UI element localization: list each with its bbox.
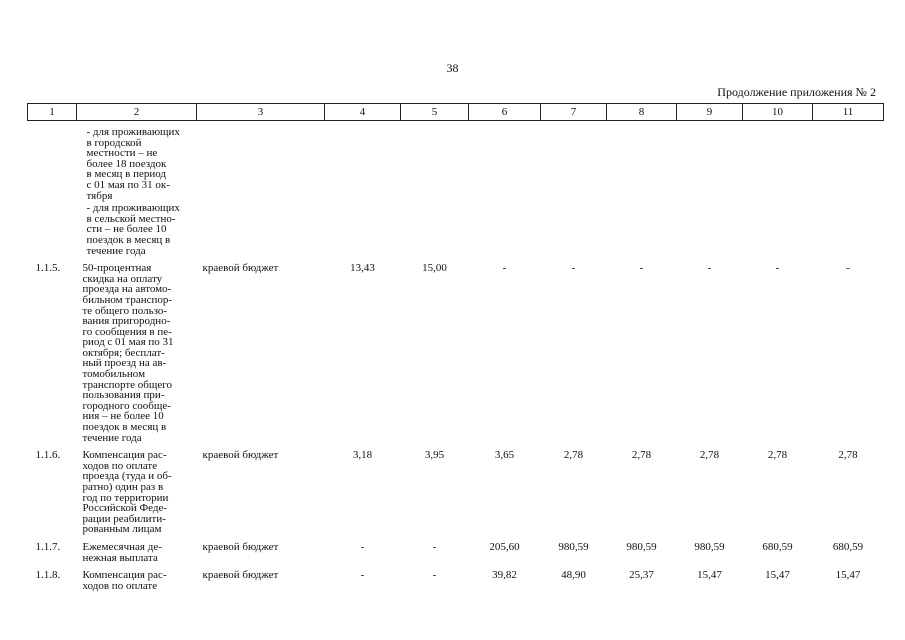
- value-cell-col-5: 15,00: [422, 262, 447, 275]
- value-cell-col-5: [401, 201, 469, 256]
- value-cell-col-7: [541, 201, 607, 256]
- value-cell-col-6: -: [502, 262, 507, 275]
- value-cell-col-6: 39,82: [492, 569, 517, 582]
- row-description: - для проживающих в городской местности – не более 18 поездок в месяц в период с 01 мая по 31 ок- тября: [86, 126, 180, 202]
- value-cell-col-10: [743, 201, 813, 256]
- funding-source: краевой бюджет: [202, 449, 279, 462]
- appendix-caption: Продолжение приложения № 2: [717, 85, 876, 99]
- value-cell-col-9: -: [707, 262, 712, 275]
- value-cell-col-8: [607, 121, 677, 202]
- page-number: 38: [446, 61, 459, 75]
- value-cell-col-8: -: [639, 262, 644, 275]
- value-cell-col-5: [401, 121, 469, 202]
- column-header-2: 2: [77, 104, 197, 121]
- value-cell-col-9: 980,59: [694, 540, 725, 553]
- row-description: - для проживающих в сельской местно- сти – не более 10 поездок в месяц в течение года: [86, 202, 180, 257]
- table-row: [28, 563, 884, 591]
- value-cell-col-4: [325, 201, 401, 256]
- value-cell-col-11: 15,47: [835, 569, 861, 582]
- value-cell-col-7: 980,59: [558, 540, 589, 553]
- row-number: [28, 201, 77, 256]
- row-number: 1.1.8.: [35, 569, 61, 582]
- value-cell-col-7: [541, 121, 607, 202]
- column-header-3: 3: [197, 104, 325, 121]
- value-cell-col-9: 15,47: [697, 569, 722, 582]
- value-cell-col-7: 2,78: [563, 449, 584, 462]
- column-header-10: 10: [743, 104, 813, 121]
- value-cell-col-7: 48,90: [561, 569, 586, 582]
- row-number: 1.1.5.: [35, 262, 61, 275]
- table-row: [28, 443, 884, 535]
- value-cell-col-11: 680,59: [832, 540, 864, 553]
- budget-table: [27, 103, 884, 591]
- value-cell-col-5: 3,95: [424, 449, 445, 462]
- row-number: 1.1.7.: [35, 540, 61, 553]
- row-description: Компенсация рас- ходов по оплате: [82, 569, 167, 592]
- row-number: [28, 121, 77, 202]
- funding-source: краевой бюджет: [202, 569, 279, 582]
- column-header-9: 9: [677, 104, 743, 121]
- table-row: [28, 121, 884, 202]
- funding-source: краевой бюджет: [202, 540, 279, 553]
- column-header-6: 6: [469, 104, 541, 121]
- row-description: Ежемесячная де- нежная выплата: [82, 540, 162, 564]
- column-header-11: 11: [813, 104, 884, 121]
- value-cell-col-9: 2,78: [699, 449, 720, 462]
- value-cell-col-8: 2,78: [631, 449, 652, 462]
- value-cell-col-7: -: [571, 262, 576, 275]
- column-header-4: 4: [325, 104, 401, 121]
- column-header-8: 8: [607, 104, 677, 121]
- table-body: [28, 121, 884, 592]
- value-cell-col-4: 3,18: [352, 449, 373, 462]
- value-cell-col-8: [607, 201, 677, 256]
- value-cell-col-4: [325, 121, 401, 202]
- value-cell-col-10: [743, 121, 813, 202]
- value-cell-col-11: -: [846, 262, 850, 275]
- row-number: 1.1.6.: [35, 449, 61, 462]
- value-cell-col-8: 980,59: [626, 540, 657, 553]
- table-row: [28, 201, 884, 256]
- value-cell-col-6: [469, 201, 541, 256]
- funding-source: [197, 201, 325, 256]
- value-cell-col-9: [677, 121, 743, 202]
- funding-source: краевой бюджет: [202, 262, 279, 275]
- value-cell-col-10: -: [775, 262, 780, 275]
- column-header-7: 7: [541, 104, 607, 121]
- value-cell-col-10: 680,59: [762, 540, 793, 553]
- value-cell-col-9: [677, 201, 743, 256]
- value-cell-col-10: 15,47: [765, 569, 790, 582]
- value-cell-col-8: 25,37: [629, 569, 654, 582]
- value-cell-col-11: [813, 201, 884, 256]
- row-description: 50-процентная скидка на оплату проезда на автомо- бильном транспор- те общего пользо- вания пригородно- го сообщения в пе- риод с 01 мая по 31 октября; бесплат- ный проезд на ав- томобильном транспорте общего пользования при- городного сообще- ния – не более 10 поездок в месяц в течение года: [82, 262, 174, 444]
- table-header: [28, 104, 884, 121]
- value-cell-col-4: -: [360, 569, 365, 582]
- value-cell-col-5: -: [432, 540, 437, 553]
- value-cell-col-11: [813, 121, 884, 202]
- row-description: Компенсация рас- ходов по оплате проезда (туда и об- ратно) один раз в год по территории Российской Феде- рации реабилити- рованным лицам: [82, 449, 172, 536]
- value-cell-col-4: 13,43: [350, 262, 375, 275]
- value-cell-col-6: 3,65: [494, 449, 515, 462]
- value-cell-col-11: 2,78: [838, 449, 858, 462]
- value-cell-col-5: -: [432, 569, 437, 582]
- value-cell-col-6: [469, 121, 541, 202]
- table-row: [28, 256, 884, 443]
- table-row: [28, 535, 884, 563]
- column-header-5: 5: [401, 104, 469, 121]
- value-cell-col-6: 205,60: [489, 540, 520, 553]
- value-cell-col-4: -: [360, 540, 365, 553]
- value-cell-col-10: 2,78: [767, 449, 788, 462]
- funding-source: [197, 121, 325, 202]
- column-header-1: 1: [28, 104, 77, 121]
